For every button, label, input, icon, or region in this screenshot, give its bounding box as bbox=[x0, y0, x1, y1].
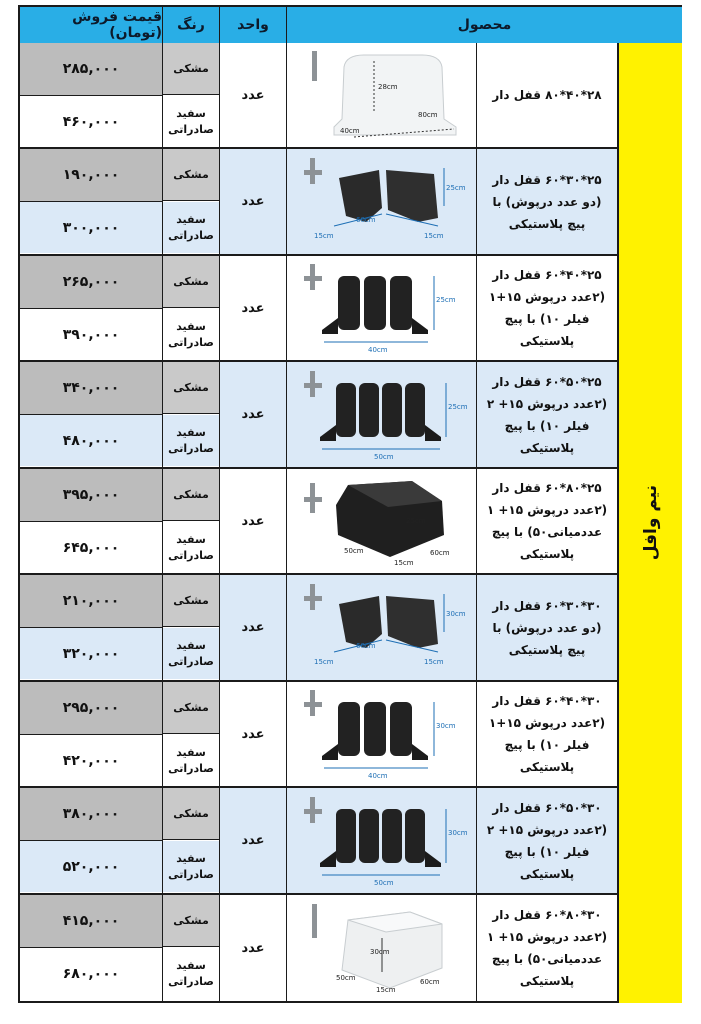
price-black: ۲۹۵,۰۰۰ bbox=[20, 682, 162, 735]
table-row bbox=[20, 256, 618, 362]
price-cell bbox=[20, 256, 163, 360]
product-name: ۲۵*۵۰*۶۰ قفل دار (۲عدد درپوش ۱۵+ ۲ فیلر ۱۰) با پیچ پلاستیکی bbox=[477, 362, 618, 467]
table-row bbox=[20, 43, 618, 149]
table-row bbox=[20, 682, 618, 788]
price-cell bbox=[20, 788, 163, 893]
product-name: ۳۰*۵۰*۶۰ قفل دار (۲عدد درپوش ۱۵+ ۲ فیلر ۱۰) با پیچ پلاستیکی bbox=[477, 788, 618, 893]
image-cell bbox=[287, 895, 477, 1001]
product-name: ۲۵*۸۰*۶۰ قفل دار (۲عدد درپوش ۱۵+ ۱ عددمیانی۵۰) با پیچ پلاستیکی bbox=[477, 469, 618, 573]
product-image bbox=[304, 690, 456, 780]
image-cell bbox=[287, 149, 477, 254]
color-cell bbox=[163, 788, 220, 893]
price-black: ۲۸۵,۰۰۰ bbox=[20, 43, 162, 96]
color-white: سفید صادراتی bbox=[168, 745, 214, 775]
table-row bbox=[20, 149, 618, 256]
product-name: ۳۰*۴۰*۶۰ قفل دار (۲عدد درپوش ۱۵+۱ فیلر ۱۰) با پیچ پلاستیکی bbox=[477, 682, 618, 786]
bolt-icon bbox=[304, 158, 322, 184]
product-illustration bbox=[294, 49, 470, 141]
table-row bbox=[20, 362, 618, 469]
product-image bbox=[312, 51, 456, 137]
product-name: ۲۵*۳۰*۶۰ قفل دار (دو عدد درپوش) با پیچ پلاستیکی bbox=[477, 149, 618, 254]
product-image bbox=[304, 158, 466, 240]
dimension-label: 30cm bbox=[447, 828, 468, 837]
table-row bbox=[20, 895, 618, 1003]
product-image bbox=[304, 797, 468, 887]
product-name: ۲۸*۴۰*۸۰ قفل دار bbox=[477, 43, 618, 147]
unit-cell: عدد bbox=[220, 149, 287, 254]
price-white: ۵۲۰,۰۰۰ bbox=[20, 841, 162, 892]
dimension-label: 15cm bbox=[313, 657, 334, 666]
product-image bbox=[304, 481, 450, 567]
dimension-label: 15cm bbox=[393, 559, 414, 567]
unit-cell: عدد bbox=[220, 895, 287, 1001]
product-image bbox=[312, 904, 442, 994]
color-cell bbox=[163, 362, 220, 467]
price-white: ۴۲۰,۰۰۰ bbox=[62, 752, 120, 769]
dimension-label: 15cm bbox=[313, 231, 334, 240]
image-cell bbox=[287, 469, 477, 573]
color-black: مشکی bbox=[163, 469, 219, 521]
image-cell bbox=[287, 362, 477, 467]
price-white: ۳۲۰,۰۰۰ bbox=[20, 628, 162, 679]
product-name: ۲۵*۴۰*۶۰ قفل دار (۲عدد درپوش ۱۵+۱ فیلر ۱۰) با پیچ پلاستیکی bbox=[477, 256, 618, 360]
bolt-icon bbox=[304, 584, 322, 610]
color-white: سفید صادراتی bbox=[163, 415, 219, 466]
unit-cell: عدد bbox=[220, 788, 287, 893]
color-white: سفید صادراتی bbox=[163, 202, 219, 253]
price-cell bbox=[20, 149, 163, 254]
color-black: مشکی bbox=[163, 362, 219, 414]
price-list-table bbox=[18, 5, 682, 1003]
dimension-label: 15cm bbox=[423, 657, 444, 666]
table-row bbox=[20, 469, 618, 575]
price-cell bbox=[20, 469, 163, 573]
table-row bbox=[20, 788, 618, 895]
dimension-label: 40cm bbox=[367, 772, 388, 780]
price-white: ۶۴۵,۰۰۰ bbox=[62, 539, 120, 556]
dimension-label: 60cm bbox=[429, 549, 450, 557]
header-product: محصول bbox=[287, 7, 682, 43]
dimension-label: 25cm bbox=[435, 296, 456, 304]
unit-cell: عدد bbox=[220, 682, 287, 786]
dimension-label: 25cm bbox=[445, 183, 466, 192]
dimension-label: 50cm bbox=[343, 547, 364, 555]
price-black: ۳۴۰,۰۰۰ bbox=[20, 362, 162, 415]
color-black: مشکی bbox=[163, 575, 219, 627]
color-cell bbox=[163, 149, 220, 254]
bolt-icon bbox=[304, 371, 322, 397]
price-cell bbox=[20, 43, 163, 147]
bolt-icon bbox=[304, 690, 322, 716]
dimension-label: 40cm bbox=[339, 127, 360, 135]
price-black: ۲۶۵,۰۰۰ bbox=[20, 256, 162, 309]
dimension-label: 50cm bbox=[373, 452, 394, 461]
product-image bbox=[304, 264, 456, 354]
color-black: مشکی bbox=[163, 895, 219, 947]
price-white: ۳۹۰,۰۰۰ bbox=[62, 326, 120, 343]
unit-cell: عدد bbox=[220, 469, 287, 573]
product-illustration bbox=[294, 475, 470, 567]
price-black: ۴۱۵,۰۰۰ bbox=[20, 895, 162, 948]
dimension-label: 60cm bbox=[419, 978, 440, 986]
color-white: سفید صادراتی bbox=[168, 532, 214, 562]
table-row bbox=[20, 575, 618, 682]
price-white: ۳۰۰,۰۰۰ bbox=[20, 202, 162, 253]
product-name: ۳۰*۸۰*۶۰ قفل دار (۲عدد درپوش ۱۵+ ۱ عددمیانی۵۰) با پیچ پلاستیکی bbox=[477, 895, 618, 1001]
product-illustration bbox=[294, 262, 470, 354]
product-illustration bbox=[294, 902, 470, 994]
bolt-icon bbox=[304, 797, 322, 823]
dimension-label: 50cm bbox=[373, 878, 394, 887]
price-cell bbox=[20, 362, 163, 467]
color-white: سفید صادراتی bbox=[168, 319, 214, 349]
bolt-icon bbox=[304, 264, 322, 290]
dimension-label: 80cm bbox=[417, 111, 438, 119]
product-name: ۳۰*۳۰*۶۰ قفل دار (دو عدد درپوش) با پیچ پلاستیکی bbox=[477, 575, 618, 680]
header-price: قیمت فروش (تومان) bbox=[20, 7, 163, 43]
color-cell bbox=[163, 469, 220, 573]
dimension-label: 25cm bbox=[405, 517, 426, 525]
color-cell bbox=[163, 256, 220, 360]
price-black: ۲۱۰,۰۰۰ bbox=[20, 575, 162, 628]
dimension-label: 60cm bbox=[355, 215, 376, 224]
color-black: مشکی bbox=[163, 682, 219, 734]
color-black: مشکی bbox=[163, 788, 219, 840]
product-illustration bbox=[294, 688, 470, 780]
price-white: ۶۸۰,۰۰۰ bbox=[62, 965, 120, 982]
color-white: سفید صادراتی bbox=[163, 841, 219, 892]
image-cell bbox=[287, 256, 477, 360]
price-white: ۴۶۰,۰۰۰ bbox=[62, 113, 120, 130]
unit-cell: عدد bbox=[220, 362, 287, 467]
price-black: ۳۸۰,۰۰۰ bbox=[20, 788, 162, 841]
color-black: مشکی bbox=[163, 149, 219, 201]
dimension-label: 30cm bbox=[369, 948, 390, 956]
header-unit: واحد bbox=[220, 7, 287, 43]
dimension-label: 25cm bbox=[447, 402, 468, 411]
product-illustration bbox=[294, 156, 470, 248]
dimension-label: 28cm bbox=[377, 83, 398, 91]
color-black: مشکی bbox=[163, 256, 219, 308]
dimension-label: 15cm bbox=[423, 231, 444, 240]
category-label: نیم وافل bbox=[618, 43, 682, 1003]
color-white: سفید صادراتی bbox=[168, 106, 214, 136]
price-black: ۳۹۵,۰۰۰ bbox=[20, 469, 162, 522]
color-black: مشکی bbox=[163, 43, 219, 95]
color-cell bbox=[163, 575, 220, 680]
dimension-label: 40cm bbox=[367, 346, 388, 354]
dimension-label: 50cm bbox=[335, 974, 356, 982]
price-white: ۴۸۰,۰۰۰ bbox=[20, 415, 162, 466]
price-cell bbox=[20, 575, 163, 680]
product-illustration bbox=[294, 369, 470, 461]
dimension-label: 15cm bbox=[375, 986, 396, 994]
product-illustration bbox=[294, 795, 470, 887]
color-cell bbox=[163, 43, 220, 147]
image-cell bbox=[287, 788, 477, 893]
unit-cell: عدد bbox=[220, 43, 287, 147]
unit-cell: عدد bbox=[220, 575, 287, 680]
product-image bbox=[304, 371, 468, 461]
image-cell bbox=[287, 43, 477, 147]
dimension-label: 60cm bbox=[355, 641, 376, 650]
color-cell bbox=[163, 895, 220, 1001]
header-color: رنگ bbox=[163, 7, 220, 43]
image-cell bbox=[287, 682, 477, 786]
price-cell bbox=[20, 895, 163, 1001]
dimension-label: 30cm bbox=[435, 722, 456, 730]
image-cell bbox=[287, 575, 477, 680]
unit-cell: عدد bbox=[220, 256, 287, 360]
color-white: سفید صادراتی bbox=[163, 628, 219, 679]
dimension-label: 30cm bbox=[445, 609, 466, 618]
product-illustration bbox=[294, 582, 470, 674]
color-white: سفید صادراتی bbox=[168, 958, 214, 988]
price-black: ۱۹۰,۰۰۰ bbox=[20, 149, 162, 202]
color-cell bbox=[163, 682, 220, 786]
price-cell bbox=[20, 682, 163, 786]
product-image bbox=[304, 584, 466, 666]
